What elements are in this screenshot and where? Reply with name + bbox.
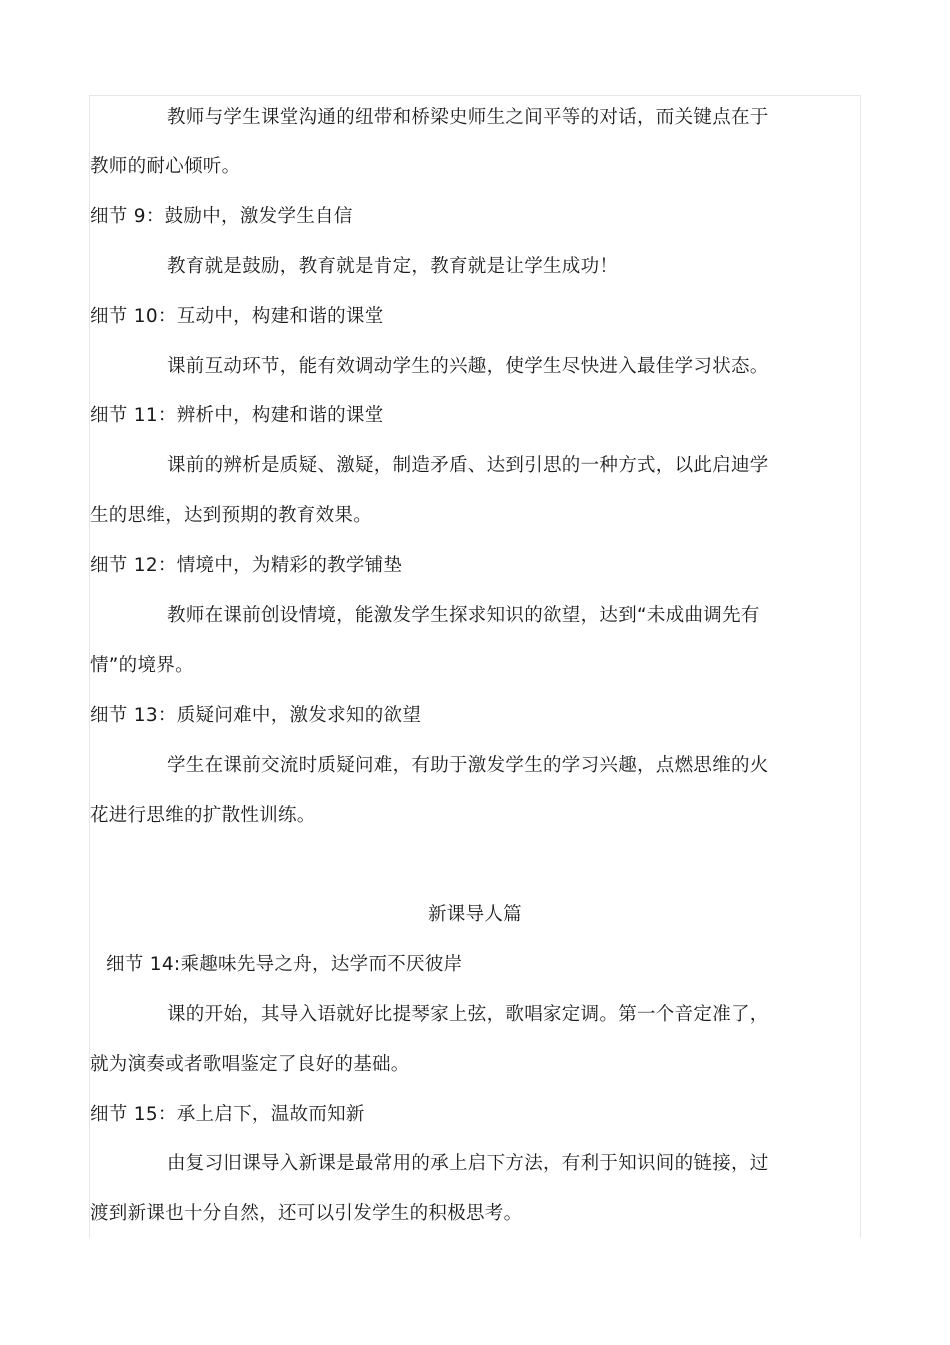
paragraph-line: 就为演奏或者歌唱鉴定了良好的基础。	[90, 1054, 410, 1075]
paragraph-line: 课前互动环节，能有效调动学生的兴趣，使学生尽快进入最佳学习状态。	[167, 356, 769, 377]
paragraph-line: 渡到新课也十分自然，还可以引发学生的积极思考。	[90, 1203, 523, 1224]
paragraph-line: 课的开始，其导入语就好比提琴家上弦，歌唱家定调。第一个音定准了，	[167, 1004, 769, 1025]
paragraph-line: 生的思维，达到预期的教育效果。	[90, 505, 373, 526]
paragraph-line: 学生在课前交流时质疑问难，有助于激发学生的学习兴趣，点燃思维的火	[167, 755, 769, 776]
paragraph-line: 由复习旧课导入新课是最常用的承上启下方法，有利于知识间的链接，过	[167, 1153, 769, 1174]
paragraph-line: 教师的耐心倾听。	[90, 156, 241, 177]
paragraph-line: 课前的辨析是质疑、激疑，制造矛盾、达到引思的一种方式，以此启迪学	[167, 455, 769, 476]
chapter-title: 新课导人篇	[427, 904, 522, 925]
section-heading: 细节 14:乘趣味先导之舟，达学而不厌彼岸	[106, 954, 463, 975]
section-heading: 细节 13：质疑问难中，激发求知的欲望	[90, 705, 422, 726]
paragraph-line: 花进行思维的扩散性训练。	[90, 805, 316, 826]
section-heading: 细节 9：鼓励中，激发学生自信	[90, 206, 353, 227]
paragraph-line: 教育就是鼓励，教育就是肯定，教育就是让学生成功！	[167, 256, 619, 277]
section-heading: 细节 11：辨析中，构建和谐的课堂	[90, 405, 384, 426]
document-page	[89, 95, 861, 1238]
section-heading: 细节 12：情境中，为精彩的教学铺垫	[90, 555, 403, 576]
section-heading: 细节 15：承上启下，温故而知新	[90, 1104, 365, 1125]
section-heading: 细节 10：互动中，构建和谐的课堂	[90, 306, 384, 327]
paragraph-line: 教师在课前创设情境，能激发学生探求知识的欲望，达到“未成曲调先有	[167, 605, 760, 626]
paragraph-line: 教师与学生课堂沟通的纽带和桥梁史师生之间平等的对话，而关键点在于	[167, 107, 769, 128]
paragraph-line: 情”的境界。	[90, 655, 194, 676]
